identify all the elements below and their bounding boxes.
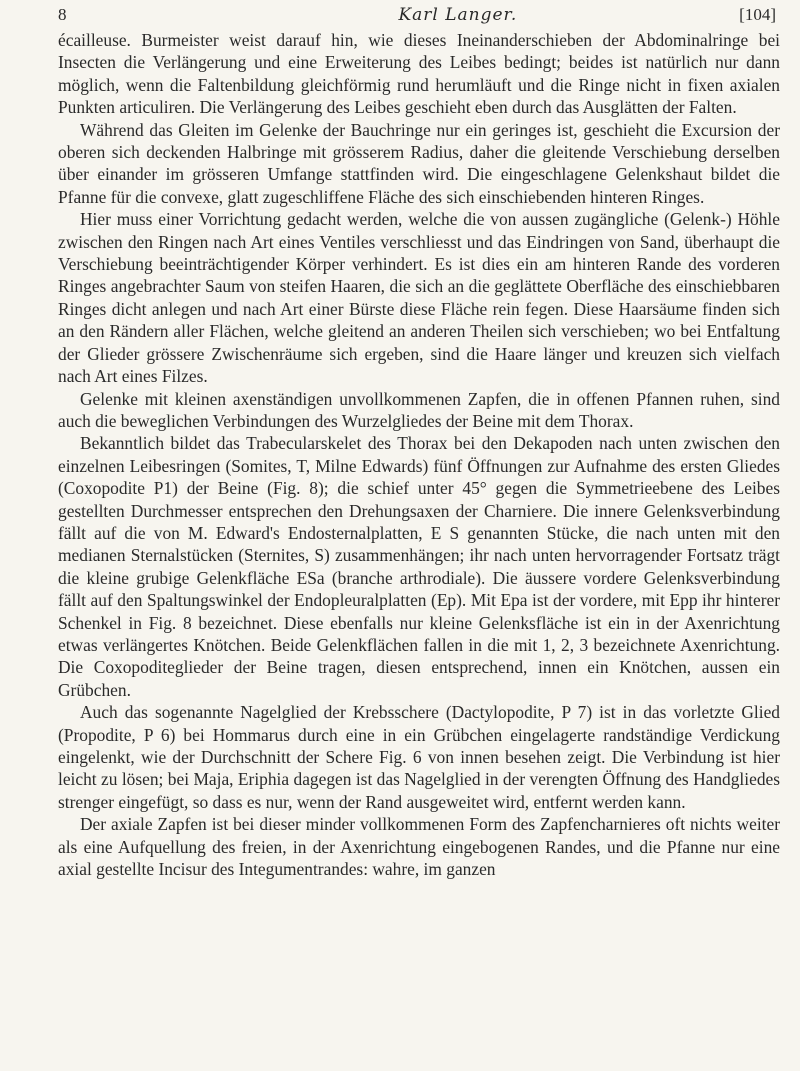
running-header	[58, 4, 780, 26]
paragraph: Hier muss einer Vorrichtung gedacht werden, welche die von aussen zugängliche (Gelenk-) Höhle zwischen den Ringen nach Art eines Ventiles verschliesst und das Eindringen von Sand, überhaupt die Verschiebung beeinträchtigender Körper verhindert. Es ist dies ein am hinteren Rande des vorderen Ringes angebrachter Saum von steifen Haaren, die sich an die geglättete Oberfläche des einschiebbaren Ringes dicht anlegen und nach Art einer Bürste diese Fläche rein fegen. Diese Haarsäume finden sich an den Rändern aller Flächen, welche gleitend an anderen Theilen sich verschieben; wo bei Entfaltung der Glieder grössere Zwischenräume sich ergeben, sind die Haare länger und kreuzen sich vielfach nach Art eines Filzes.	[58, 209, 780, 387]
paragraph: Der axiale Zapfen ist bei dieser minder vollkommenen Form des Zapfencharnieres oft nichts weiter als eine Aufquellung des freien, in der Axenrichtung eingebogenen Randes, und die Pfanne nur eine axial gestellte Incisur des Integumentrandes: wahre, im ganzen	[58, 814, 780, 880]
paragraph: Auch das sogenannte Nagelglied der Krebsschere (Dactylopodite, P 7) ist in das vorletzte Glied (Propodite, P 6) bei Hommarus durch eine in ein Grübchen eingelagerte randständige Verdickung eingelenkt, wie der Durchschnitt der Schere Fig. 6 von innen besehen zeigt. Die Verbindung ist hier leicht zu lösen; bei Maja, Eriphia dagegen ist das Nagelglied in der verengten Öffnung des Handgliedes strenger eingefügt, so dass es nur, wenn der Rand ausgeweitet wird, entfernt werden kann.	[58, 702, 780, 812]
page-number: 8	[58, 5, 67, 24]
body-text	[58, 29, 780, 880]
paragraph: Während das Gleiten im Gelenke der Bauchringe nur ein geringes ist, geschieht die Excursion der oberen sich deckenden Halbringe mit grösserem Radius, daher die gleitende Verschiebung derselben über einander im grösseren Umfange stattfinden wird. Die eingeschlagene Gelenkshaut bildet die Pfanne für die convexe, glatt zugeschliffene Fläche des sich einschiebenden hinteren Ringes.	[58, 119, 780, 207]
page-reference: [104]	[739, 5, 776, 24]
paragraph: Gelenke mit kleinen axenständigen unvollkommenen Zapfen, die in offenen Pfannen ruhen, sind auch die beweglichen Verbindungen des Wurzelgliedes der Beine mit dem Thorax.	[58, 388, 780, 431]
paragraph: Bekanntlich bildet das Trabecularskelet des Thorax bei den Dekapoden nach unten zwischen den einzelnen Leibesringen (Somites, T, Milne Edwards) fünf Öffnungen zur Aufnahme des ersten Gliedes (Coxopodite P1) der Beine (Fig. 8); die schief unter 45° gegen die Symmetrieebene des Leibes gestellten Durchmesser entsprechen den Drehungsaxen der Charniere. Die innere Gelenksverbindung fällt auf die von M. Edward's Endosternalplatten, E S genannten Stücke, die nach unten mit den medianen Sternalstücken (Sternites, S) zusammenhängen; ihr nach unten hervorragender Fortsatz trägt die kleine grubige Gelenkfläche ESa (branche arthrodiale). Die äussere vordere Gelenksverbindung fällt auf den Spaltungswinkel der Endopleuralplatten (Ep). Mit Epa ist der vordere, mit Epp ihr hinterer Schenkel in Fig. 8 bezeichnet. Diese ebenfalls nur kleine Gelenksfläche ist ein in der Axenrichtung etwas verlängertes Knötchen. Beide Gelenkflächen fallen in die mit 1, 2, 3 bezeichnete Axenrichtung. Die Coxopoditeglieder der Beine tragen, diesen entsprechend, innen ein Knötchen, aussen ein Grübchen.	[58, 433, 780, 700]
running-title-author: Karl Langer.	[398, 5, 518, 25]
paragraph: écailleuse. Burmeister weist darauf hin, wie dieses Ineinanderschieben der Abdominalringe bei Insecten die Verlängerung und eine Erweiterung des Leibes bedingt; beides ist natürlich nur dann möglich, wenn die Faltenbildung gleichförmig rund herumläuft und die Ringe nicht in fixen axialen Punkten articuliren. Die Verlängerung des Leibes geschieht eben durch das Ausglätten der Falten.	[58, 30, 780, 118]
